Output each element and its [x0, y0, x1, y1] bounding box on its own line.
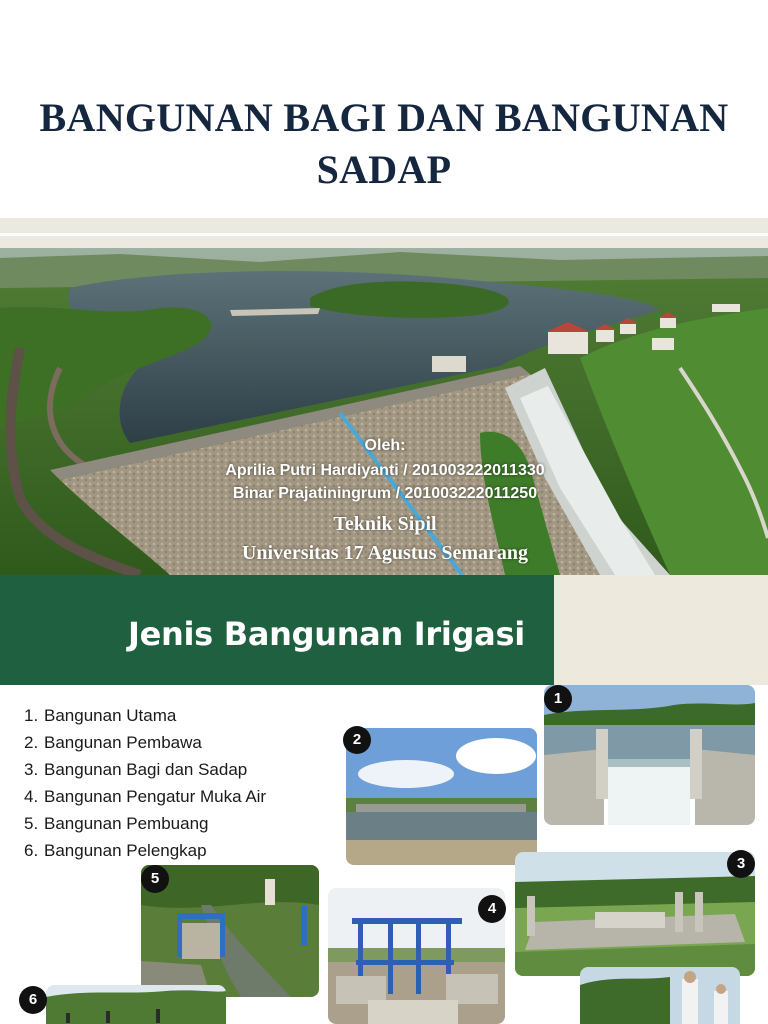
list-item-label: Bangunan Pembawa: [44, 733, 202, 752]
irrigation-types-list: [24, 702, 266, 864]
photo-number-badge-3: 3: [727, 850, 755, 878]
credits-label: Oleh:: [364, 437, 406, 454]
list-item-label: Bangunan Utama: [44, 706, 177, 725]
list-item: [24, 702, 266, 729]
list-item-number: 2.: [24, 733, 39, 752]
photo-number-badge-1: 1: [544, 685, 572, 713]
list-item: [24, 837, 266, 864]
list-item-number: 3.: [24, 760, 39, 779]
credits-department: Teknik Sipil: [333, 513, 437, 535]
list-item-label: Bangunan Pengatur Muka Air: [44, 787, 267, 806]
list-item-number: 1.: [24, 706, 39, 725]
photo-canal: [346, 728, 537, 865]
photo-number-badge-5: 5: [141, 865, 169, 893]
list-item: [24, 783, 266, 810]
slide-title-line1: BANGUNAN BAGI DAN BANGUNAN: [39, 95, 729, 140]
slide2-header: [0, 575, 554, 685]
photo-number-badge-4: 4: [478, 895, 506, 923]
list-item-number: 4.: [24, 787, 39, 806]
credits-university: Universitas 17 Agustus Semarang: [241, 542, 529, 564]
photo-number-badge-2: 2: [343, 726, 371, 754]
slide-title: [0, 92, 768, 196]
title-divider-line: [0, 233, 768, 236]
list-item: [24, 729, 266, 756]
list-item-number: 5.: [24, 814, 39, 833]
photo-division-structure: [515, 852, 755, 976]
irrigation-types-slide: [0, 575, 768, 1024]
credits-author-1: Aprilia Putri Hardiyanti / 201003222011330: [225, 462, 545, 479]
list-item-label: Bangunan Pembuang: [44, 814, 209, 833]
slide2-title: Jenis Bangunan Irigasi: [128, 615, 525, 653]
list-item-label: Bangunan Bagi dan Sadap: [44, 760, 248, 779]
list-item-number: 6.: [24, 841, 39, 860]
photo-complementary: [46, 985, 226, 1024]
title-area: [0, 0, 768, 218]
list-item: [24, 756, 266, 783]
photo-number-badge-6: 6: [19, 986, 47, 1014]
photo-weir: [544, 685, 755, 825]
slide2-header-accent: [554, 575, 768, 685]
list-item-label: Bangunan Pelengkap: [44, 841, 207, 860]
photo-site-visit: [580, 967, 740, 1024]
list-item: [24, 810, 266, 837]
credits-author-2: Binar Prajatiningrum / 201003222011250: [232, 485, 538, 502]
slide-title-line2: SADAP: [316, 147, 452, 192]
